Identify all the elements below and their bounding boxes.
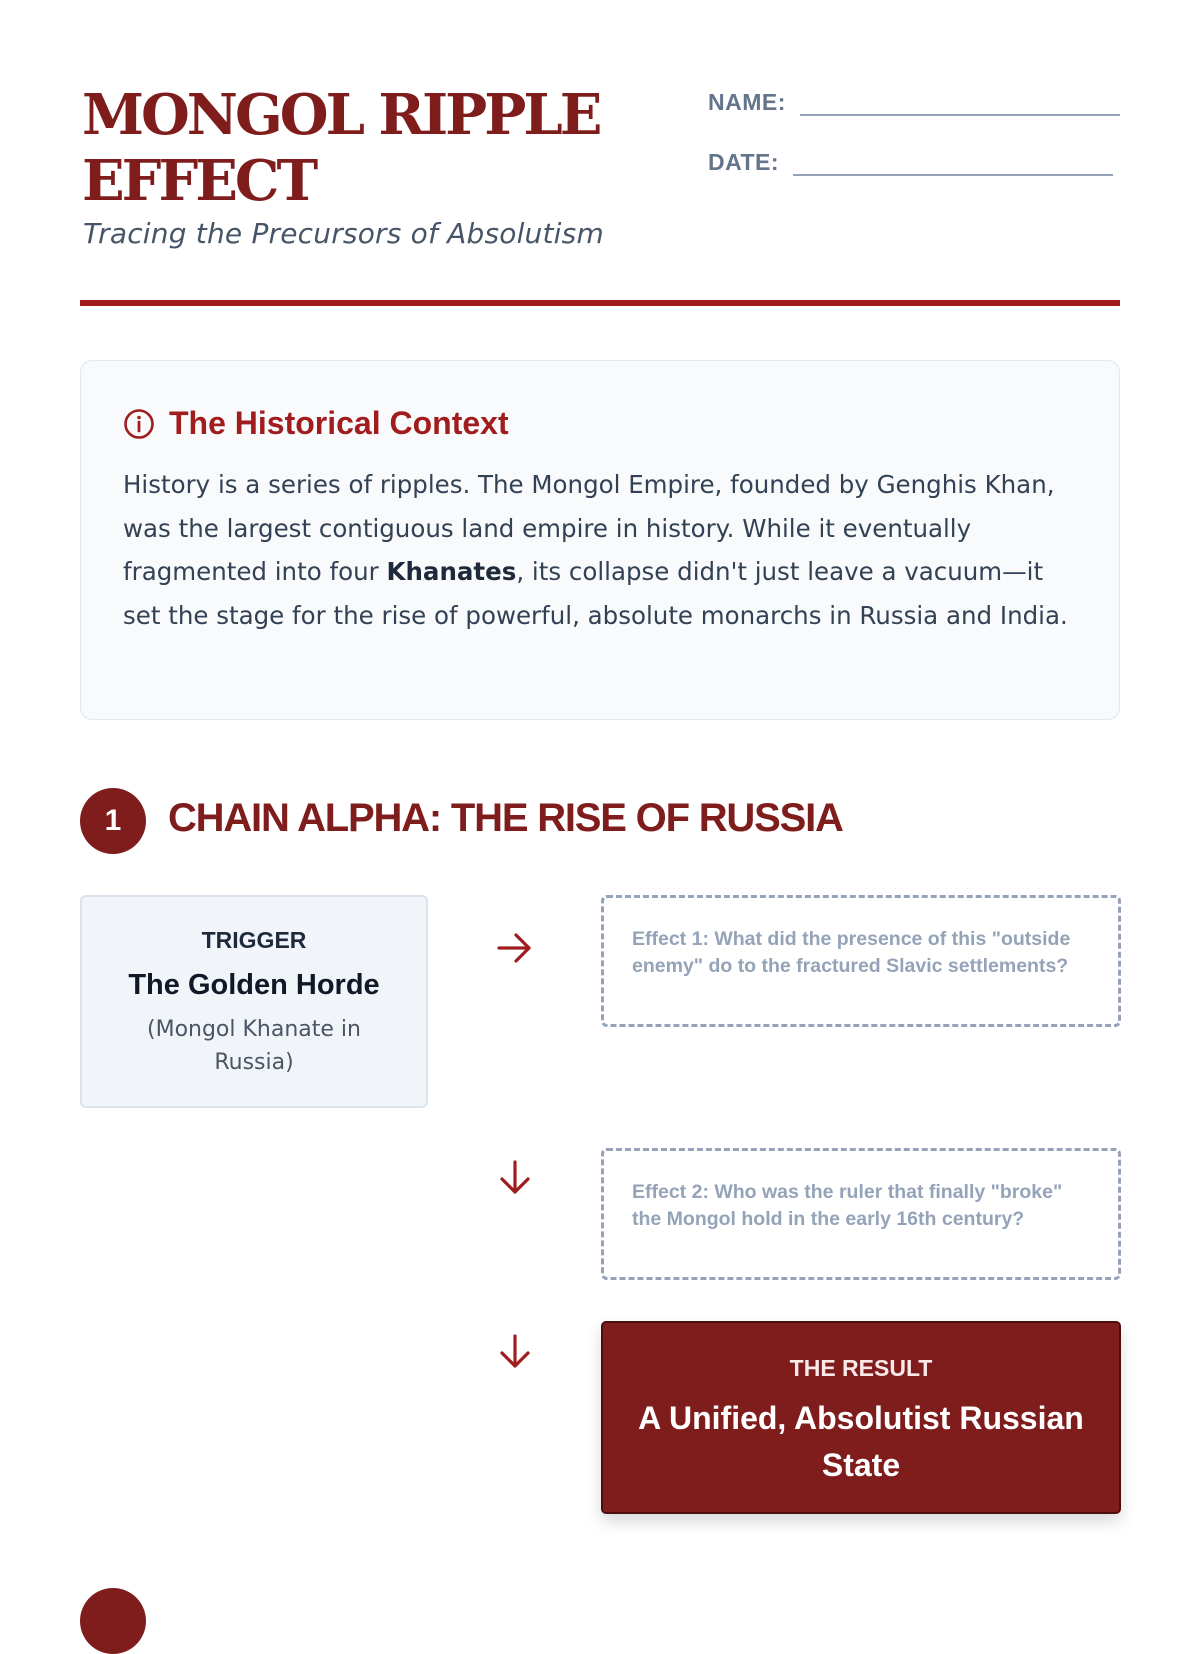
section-title: CHAIN ALPHA: THE RISE OF RUSSIA [168, 796, 843, 840]
name-label: NAME: [708, 89, 786, 115]
worksheet-subtitle: Tracing the Precursors of Absolutism [83, 217, 604, 250]
effect-1-prompt: Effect 1: What did the presence of this "outside enemy" do to the fractured Slavic settlements? [632, 928, 1071, 977]
arrow-right-icon [493, 926, 537, 970]
trigger-kicker: TRIGGER [201, 927, 307, 953]
name-field-row [708, 84, 1120, 116]
context-body-part-1: History is a series of ripples. The Mongol Empire, founded by Genghis Khan, was the largest contiguous land empire in history. While it eventually fragmented into four [123, 470, 1055, 586]
effect-1-answer-box[interactable] [601, 895, 1121, 1027]
effect-2-answer-box[interactable] [601, 1148, 1121, 1280]
name-input-line[interactable] [800, 84, 1120, 116]
section-number-badge: 1 [80, 788, 146, 854]
context-body-part-2: , its collapse didn't just leave a vacuum—it set the stage for the rise of powerful, absolute monarchs in Russia and India. [123, 557, 1068, 630]
trigger-subtitle: (Mongol Khanate in Russia) [147, 1017, 361, 1075]
context-body-bold: Khanates [386, 557, 517, 586]
result-kicker: THE RESULT [789, 1355, 933, 1381]
context-body [123, 463, 1083, 637]
trigger-box [80, 895, 428, 1108]
next-section-number-badge [80, 1588, 146, 1654]
context-header [123, 405, 509, 442]
arrow-down-icon [493, 1156, 537, 1200]
date-label: DATE: [708, 149, 780, 175]
worksheet-title: MONGOL RIPPLE EFFECT [82, 82, 600, 214]
date-field-row [708, 144, 1113, 176]
effect-2-prompt: Effect 2: Who was the ruler that finally "broke" the Mongol hold in the early 16th century? [632, 1181, 1063, 1230]
result-title: A Unified, Absolutist Russian State [638, 1400, 1084, 1483]
context-card [80, 360, 1120, 720]
date-input-line[interactable] [793, 144, 1113, 176]
arrow-down-icon [493, 1330, 537, 1374]
header-divider [80, 300, 1120, 306]
result-box [601, 1321, 1121, 1514]
info-icon [123, 408, 155, 440]
context-title: The Historical Context [169, 405, 509, 441]
trigger-title: The Golden Horde [128, 969, 380, 1001]
